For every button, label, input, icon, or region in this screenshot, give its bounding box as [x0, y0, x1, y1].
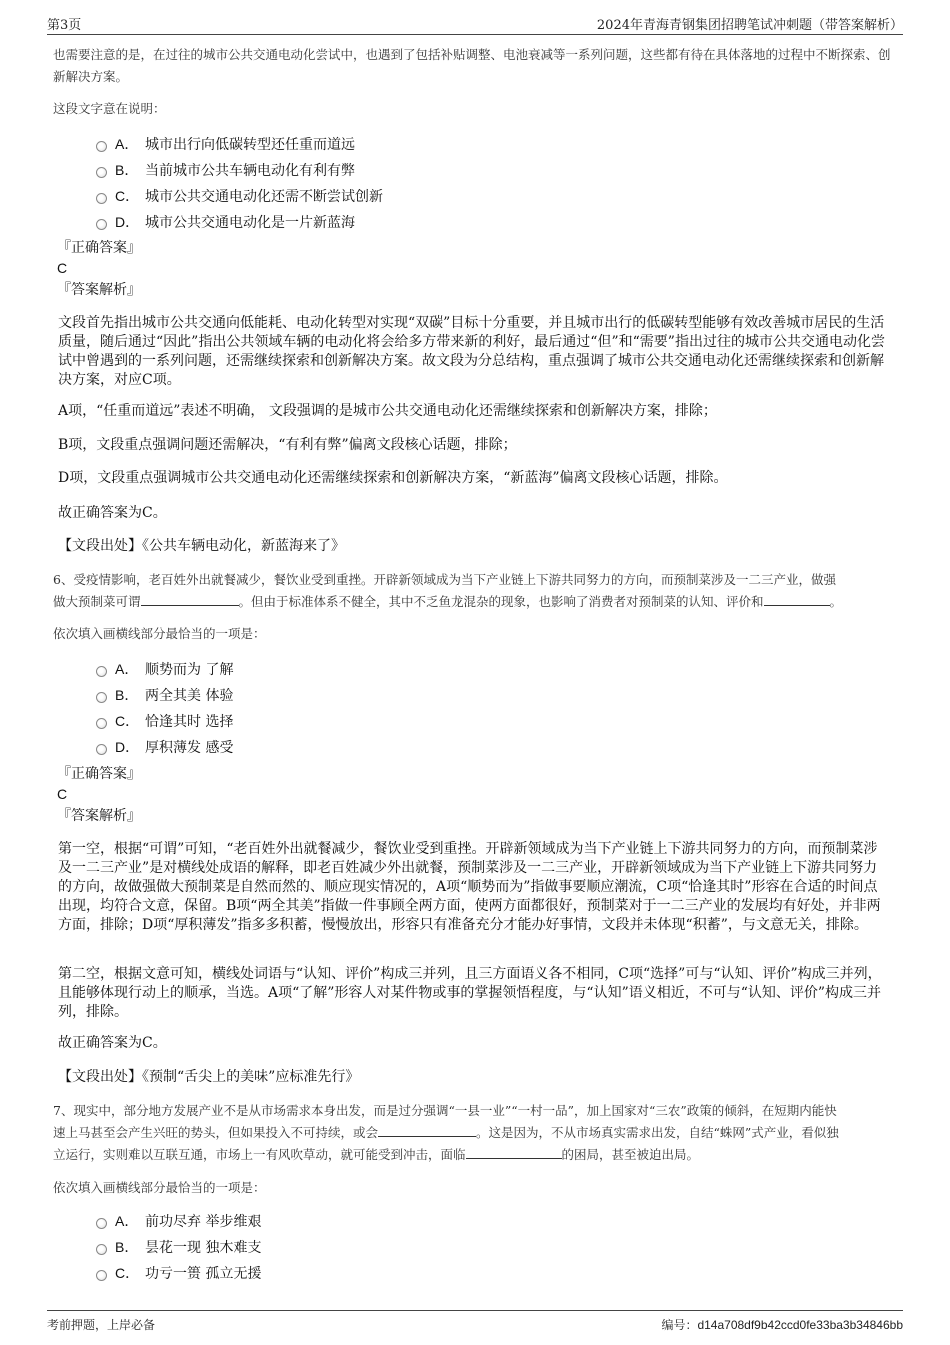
q5-analysis-conclusion: 故正确答案为C。	[58, 505, 167, 521]
q7-stem-line-2: 速上马甚至会产生兴旺的势头，但如果投入不可持续，或会 。这是因为，不从市场真实需求出发，自结“蛛网”式产业，看似独	[53, 1122, 893, 1144]
q5-option-d[interactable]: D． 城市公共交通电动化是一片新蓝海	[96, 209, 596, 235]
page-header	[47, 14, 903, 35]
radio-icon[interactable]	[96, 692, 107, 703]
q7-option-c[interactable]: C． 功亏一篑 孤立无援	[96, 1260, 596, 1286]
q5-source: 【文段出处】《公共车辆电动化，新蓝海来了》	[58, 538, 345, 554]
q6-answer: C	[57, 786, 68, 802]
q6-source: 【文段出处】《预制“舌尖上的美味”应标准先行》	[58, 1069, 360, 1085]
q5-option-b[interactable]: B． 当前城市公共车辆电动化有利有弊	[96, 157, 596, 183]
radio-icon[interactable]	[96, 167, 107, 178]
q7-blank-1[interactable]	[378, 1122, 476, 1137]
q6-stem-line-2: 做大预制菜可谓 。但由于标准体系不健全，其中不乏鱼龙混杂的现象，也影响了消费者对预制菜的认知、评价和 。	[53, 591, 893, 613]
q7-stem	[53, 1100, 893, 1166]
q6-options	[96, 656, 596, 760]
radio-icon[interactable]	[96, 744, 107, 755]
code-label: 编号：	[661, 1318, 698, 1332]
q6-analysis-label: 『答案解析』	[57, 808, 141, 824]
q6-analysis-para-1: 第一空，根据“可谓”可知，“老百姓外出就餐减少，餐饮业受到重挫。开辟新领域成为当下产业链上下游共同努力的方向，而预制菜涉及一二三产业”是对横线处成语的解释，即老百姓减少外出就餐，预制菜涉及一二三产业，开辟新领域成为当下产业链上下游共同努力的方向，故做强做大预制菜是自然而然的、顺应现实情况的，A项“顺势而为”指做事要顺应潮流，C项“恰逢其时”形容在合适的时间点出现，均符合文意，保留。B项“两全其美”指做一件事顾全两方面，使两方面都很好，预制菜对于一二三产业的发展均有好处，并非两方面，排除；D项“厚积薄发”指多多积蓄，慢慢放出，形容只有准备充分才能办好事情，文段并未体现“积蓄”，与文意无关，排除。	[58, 841, 881, 933]
q6-answer-label: 『正确答案』	[57, 766, 141, 782]
q5-analysis-para-1: 文段首先指出城市公共交通向低能耗、电动化转型对实现“双碳”目标十分重要，并且城市出行的低碳转型能够有效改善城市居民的生活质量，随后通过“因此”指出公共领域车辆的电动化将会给多方带来新的利好，最后通过“但”和“需要”指出过往的城市公共交通电动化尝试中曾遇到的一系列问题，还需继续探索和创新解决方案。故文段为分总结构，重点强调了城市公共交通电动化还需继续探索和创新解决方案，对应C项。	[58, 315, 885, 388]
q5-analysis-para-2: A项，“任重而道远”表述不明确， 文段强调的是城市公共交通电动化还需继续探索和创新解决方案，排除；	[58, 403, 717, 419]
q7-option-a[interactable]: A． 前功尽弃 举步维艰	[96, 1208, 596, 1234]
q5-analysis-para-4: D项，文段重点强调城市公共交通电动化还需继续探索和创新解决方案，“新蓝海”偏离文段核心话题，排除。	[58, 470, 728, 486]
q7-stem-line-3: 立运行，实则难以互联互通，市场上一有风吹草动，就可能受到冲击，面临 的困局，甚至被迫出局。	[53, 1144, 893, 1166]
q6-option-d[interactable]: D． 厚积薄发 感受	[96, 734, 596, 760]
q7-options	[96, 1208, 596, 1286]
radio-icon[interactable]	[96, 1244, 107, 1255]
page-footer	[47, 1310, 903, 1335]
document-title: 2024年青海青钢集团招聘笔试冲刺题（带答案解析）	[596, 18, 903, 33]
radio-icon[interactable]	[96, 1218, 107, 1229]
q5-answer-label: 『正确答案』	[57, 240, 141, 256]
q5-prompt: 这段文字意在说明：	[53, 101, 166, 116]
q6-stem-line-1: 6、受疫情影响，老百姓外出就餐减少，餐饮业受到重挫。开辟新领域成为当下产业链上下游共同努力的方向，而预制菜涉及一二三产业，做强	[53, 572, 836, 587]
q6-stem	[53, 569, 893, 613]
q5-passage-tail: 也需要注意的是，在过往的城市公共交通电动化尝试中，也遇到了包括补贴调整、电池衰减等一系列问题，这些都有待在具体落地的过程中不断探索、创新解决方案。	[53, 47, 891, 84]
footer-slogan: 考前押题，上岸必备	[47, 1318, 156, 1332]
radio-icon[interactable]	[96, 141, 107, 152]
q5-option-a[interactable]: A． 城市出行向低碳转型还任重而道远	[96, 131, 596, 157]
q6-option-a[interactable]: A． 顺势而为 了解	[96, 656, 596, 682]
q5-options	[96, 131, 596, 235]
q6-analysis-conclusion: 故正确答案为C。	[58, 1035, 167, 1051]
q6-blank-1[interactable]	[141, 591, 239, 606]
q5-answer: C	[57, 260, 68, 276]
q6-blank-2[interactable]	[764, 591, 830, 606]
radio-icon[interactable]	[96, 219, 107, 230]
q7-option-b[interactable]: B． 昙花一现 独木难支	[96, 1234, 596, 1260]
code-value: d14a708df9b42ccd0fe33ba3b34846bb	[697, 1318, 903, 1332]
radio-icon[interactable]	[96, 193, 107, 204]
radio-icon[interactable]	[96, 666, 107, 677]
q7-prompt: 依次填入画横线部分最恰当的一项是：	[53, 1180, 266, 1195]
q6-analysis-para-2: 第二空，根据文意可知，横线处词语与“认知、评价”构成三并列，且三方面语义各不相同，C项“选择”可与“认知、评价”构成三并列，且能够体现行动上的顺承，当选。A项“了解”形容人对某件物或事的掌握领悟程度，与“认知”语义相近，不可与“认知、评价”构成三并列，排除。	[58, 966, 882, 1020]
radio-icon[interactable]	[96, 718, 107, 729]
q5-option-c[interactable]: C． 城市公共交通电动化还需不断尝试创新	[96, 183, 596, 209]
q7-blank-2[interactable]	[466, 1144, 562, 1159]
document-code	[661, 1316, 903, 1333]
q7-stem-line-1: 7、现实中，部分地方发展产业不是从市场需求本身出发，而是过分强调“一县一业”“一村一品”，加上国家对“三农”政策的倾斜，在短期内能快	[53, 1103, 837, 1118]
q6-option-c[interactable]: C． 恰逢其时 选择	[96, 708, 596, 734]
q6-option-b[interactable]: B． 两全其美 体验	[96, 682, 596, 708]
q5-analysis-para-3: B项，文段重点强调问题还需解决，“有利有弊”偏离文段核心话题，排除；	[58, 437, 517, 453]
page-number: 第3页	[47, 18, 82, 33]
q6-prompt: 依次填入画横线部分最恰当的一项是：	[53, 626, 266, 641]
radio-icon[interactable]	[96, 1270, 107, 1281]
q5-analysis-label: 『答案解析』	[57, 282, 141, 298]
